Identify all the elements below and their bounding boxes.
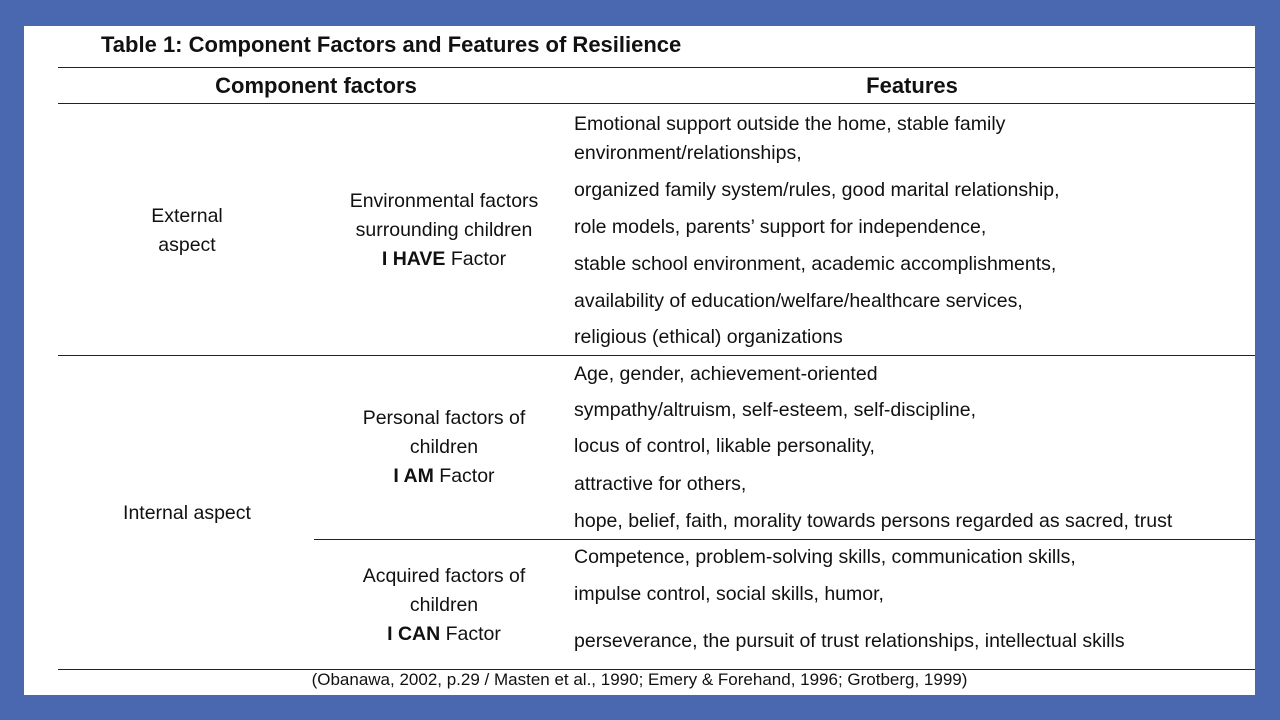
factor-i-am — [309, 404, 579, 491]
factor-i-can-line1: Acquired factors of — [362, 565, 526, 587]
feature-item: Emotional support outside the home, stable family — [574, 113, 1006, 135]
factor-i-am-bold: I AM — [393, 465, 434, 487]
feature-item: stable school environment, academic accomplishments, — [574, 253, 1057, 275]
aspect-external-line1: External — [151, 205, 223, 227]
subgroup-rule-internal — [314, 539, 1255, 540]
feature-item: sympathy/altruism, self-esteem, self-discipline, — [574, 399, 977, 421]
factor-i-have-line2: surrounding children — [355, 219, 533, 241]
factor-i-can-bold: I CAN — [387, 623, 441, 645]
feature-item: organized family system/rules, good marital relationship, — [574, 179, 1060, 201]
factor-i-am-line1: Personal factors of — [362, 407, 526, 429]
aspect-internal: Internal aspect — [123, 502, 251, 524]
factor-i-have — [309, 187, 579, 274]
feature-item: environment/relationships, — [574, 142, 802, 164]
feature-item: availability of education/welfare/healthcare services, — [574, 290, 1023, 312]
header-features: Features — [866, 73, 958, 98]
feature-item: role models, parents’ support for independence, — [574, 216, 987, 238]
factor-i-am-line2: children — [409, 436, 479, 458]
citation: (Obanawa, 2002, p.29 / Masten et al., 1990; Emery & Forehand, 1996; Grotberg, 1999) — [311, 670, 968, 689]
feature-item: Age, gender, achievement-oriented — [574, 363, 878, 385]
factor-i-can-label — [309, 620, 579, 649]
factor-i-can — [309, 562, 579, 649]
feature-item: attractive for others, — [574, 473, 747, 495]
feature-item: religious (ethical) organizations — [574, 326, 843, 348]
factor-i-have-label — [309, 245, 579, 274]
factor-i-can-line2: children — [409, 594, 479, 616]
group-rule-external — [58, 355, 1255, 356]
table-top-rule — [58, 67, 1255, 68]
factor-i-am-label — [309, 462, 579, 491]
feature-item: locus of control, likable personality, — [574, 435, 875, 457]
feature-item: impulse control, social skills, humor, — [574, 583, 884, 605]
slide — [24, 26, 1255, 695]
header-rule — [58, 103, 1255, 104]
factor-i-have-line1: Environmental factors — [349, 190, 539, 212]
factor-i-can-suffix: Factor — [440, 623, 501, 645]
factor-i-have-suffix: Factor — [445, 248, 507, 270]
aspect-external-line2: aspect — [158, 234, 216, 256]
factor-i-am-suffix: Factor — [433, 465, 495, 487]
feature-item: perseverance, the pursuit of trust relationships, intellectual skills — [574, 630, 1125, 652]
feature-item: hope, belief, faith, morality towards persons regarded as sacred, trust — [574, 510, 1173, 532]
feature-item: Competence, problem-solving skills, communication skills, — [574, 546, 1076, 568]
table-title: Table 1: Component Factors and Features of Resilience — [101, 32, 682, 57]
aspect-external — [87, 202, 287, 260]
header-component-factors: Component factors — [215, 73, 417, 98]
factor-i-have-bold: I HAVE — [381, 248, 446, 270]
